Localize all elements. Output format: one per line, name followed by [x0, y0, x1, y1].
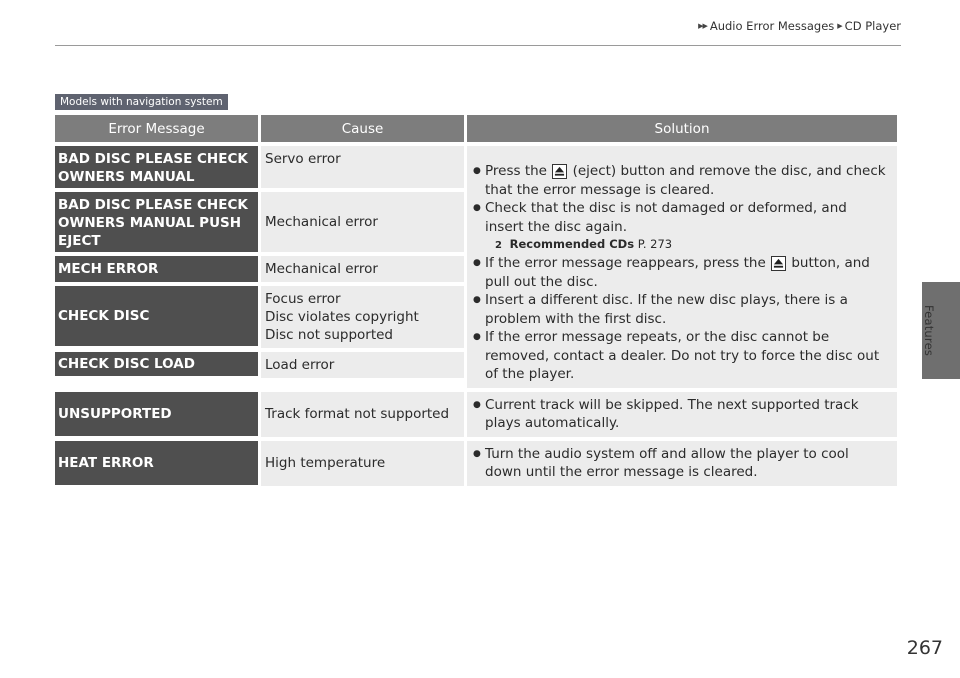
solution-item: ● Current track will be skipped. The next supported track plays automatically.: [473, 396, 889, 433]
breadcrumb-arrow-icon: ▶▶: [698, 22, 707, 30]
table-row: [55, 192, 464, 252]
cause-cell: High temperature: [261, 441, 464, 486]
solution-cell: [467, 441, 897, 486]
error-group-heat: [55, 441, 897, 486]
table-header: [55, 115, 897, 142]
cause-cell: Focus error Disc violates copyright Disc not supported: [261, 286, 464, 348]
solution-cell: [467, 146, 897, 388]
eject-icon: [552, 164, 567, 179]
table-row: [55, 441, 464, 486]
breadcrumb-item-cd-player[interactable]: CD Player: [844, 19, 901, 33]
error-message-cell: BAD DISC PLEASE CHECK OWNERS MANUAL: [55, 146, 258, 188]
eject-icon: [771, 256, 786, 271]
solution-item: ● Press the (eject) button and remove the disc, and check that the error message is cleared.: [473, 162, 889, 199]
solution-item: ● If the error message reappears, press the button, and pull out the disc.: [473, 254, 889, 291]
header-error-message: Error Message: [108, 120, 205, 137]
error-table: [55, 115, 897, 486]
reference-arrow-icon: 2: [495, 240, 502, 251]
table-row: [55, 256, 464, 282]
cross-reference[interactable]: [473, 236, 889, 254]
error-message-cell: CHECK DISC LOAD: [55, 352, 258, 376]
solution-cell: [467, 392, 897, 437]
table-row: [55, 286, 464, 348]
page-number: 267: [906, 637, 943, 659]
error-message-cell: UNSUPPORTED: [55, 392, 258, 436]
header-cause: Cause: [341, 120, 384, 137]
solution-item: ● Check that the disc is not damaged or deformed, and insert the disc again.: [473, 199, 889, 236]
solution-item: ● If the error message repeats, or the disc cannot be removed, contact a dealer. Do not try to force the disc out of the player.: [473, 328, 889, 384]
breadcrumb-arrow-icon: ▶: [837, 22, 842, 30]
error-message-cell: BAD DISC PLEASE CHECK OWNERS MANUAL PUSH EJECT: [55, 192, 258, 252]
error-message-cell: CHECK DISC: [55, 286, 258, 346]
error-group-disc: [55, 146, 897, 388]
error-message-cell: HEAT ERROR: [55, 441, 258, 485]
table-row: [55, 146, 464, 188]
header-solution: Solution: [654, 120, 710, 137]
solution-item: ● Turn the audio system off and allow the player to cool down until the error message is cleared.: [473, 445, 889, 482]
table-row: [55, 392, 464, 437]
table-row: [55, 352, 464, 378]
solution-item: ● Insert a different disc. If the new disc plays, there is a problem with the first disc.: [473, 291, 889, 328]
error-message-cell: MECH ERROR: [55, 256, 258, 282]
cause-cell: Servo error: [261, 146, 464, 188]
breadcrumb-item-audio-error-messages[interactable]: Audio Error Messages: [709, 19, 835, 33]
section-label: Features: [922, 305, 936, 357]
reference-page: P. 273: [637, 237, 673, 251]
error-group-unsupported: [55, 392, 897, 437]
cause-cell: Mechanical error: [261, 192, 464, 252]
reference-link[interactable]: Recommended CDs: [509, 237, 635, 251]
cause-cell: Load error: [261, 352, 464, 378]
cause-cell: Track format not supported: [261, 392, 464, 437]
breadcrumb: [698, 19, 901, 33]
cause-cell: Mechanical error: [261, 256, 464, 282]
header-divider: [55, 45, 901, 46]
model-badge: Models with navigation system: [55, 94, 228, 110]
